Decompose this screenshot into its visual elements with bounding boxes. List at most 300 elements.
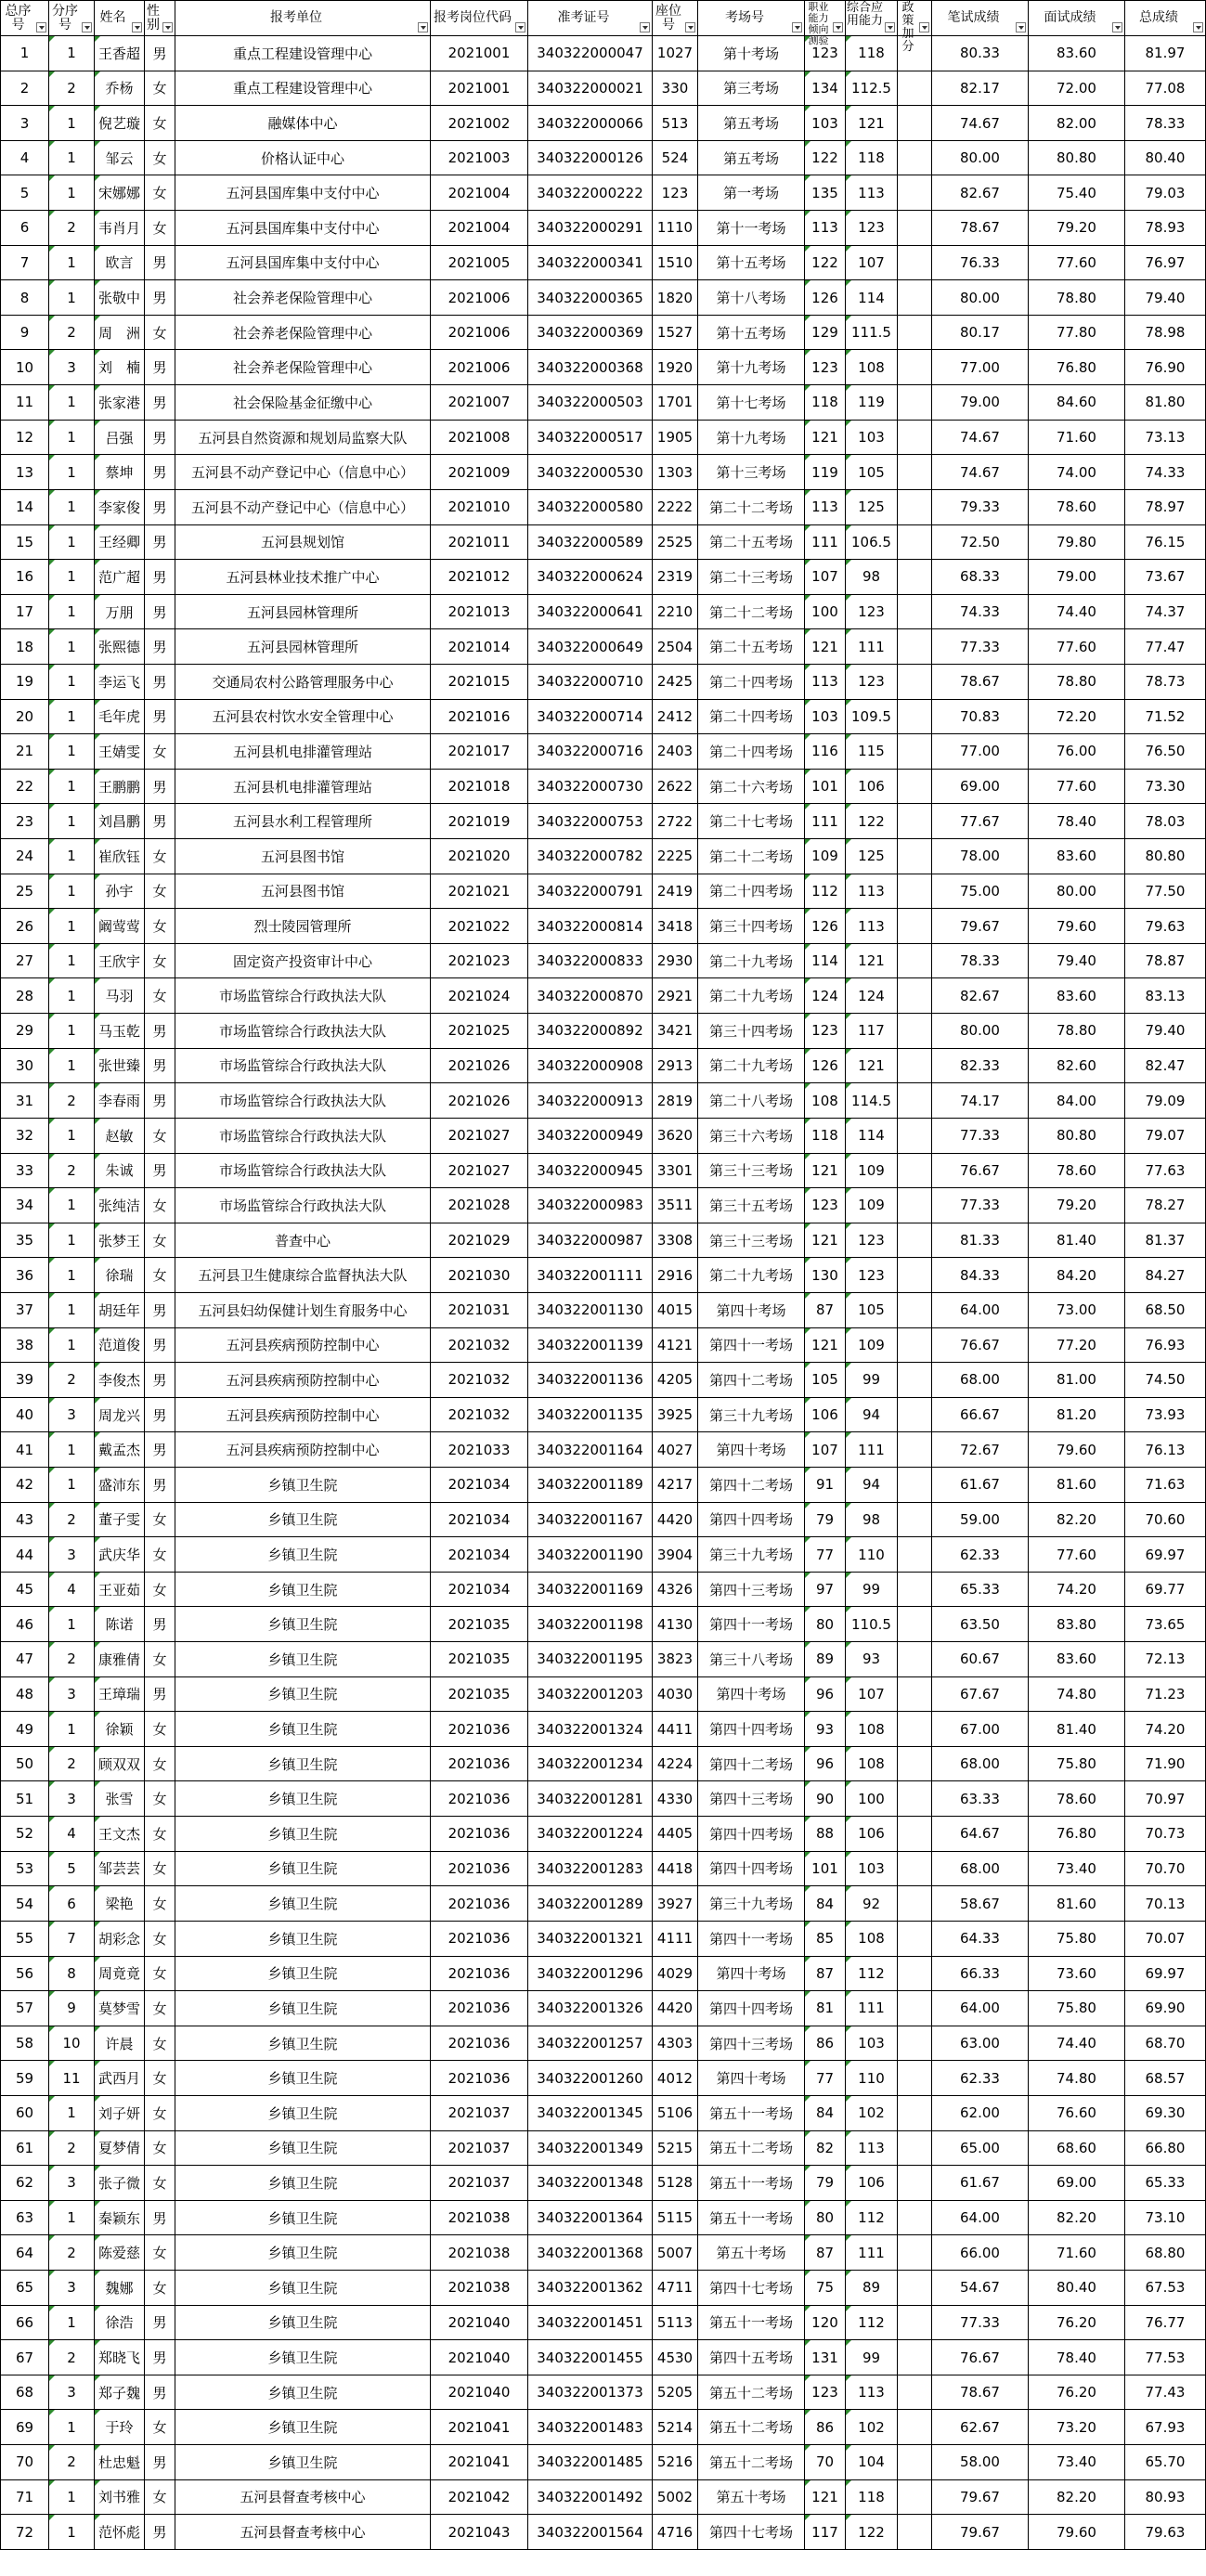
total-index-cell[interactable]: 61 xyxy=(1,2130,49,2166)
sub-index-cell[interactable]: 3 xyxy=(49,1397,95,1432)
unit-cell[interactable]: 市场监管综合行政执法大队 xyxy=(175,1153,431,1188)
applied-ability-score-cell[interactable]: 113 xyxy=(846,175,898,211)
unit-cell[interactable]: 乡镇卫生院 xyxy=(175,2271,431,2306)
applied-ability-score-cell[interactable]: 109 xyxy=(846,1153,898,1188)
total-index-cell[interactable]: 16 xyxy=(1,560,49,595)
unit-cell[interactable]: 乡镇卫生院 xyxy=(175,2095,431,2130)
interview-score-cell[interactable]: 82.00 xyxy=(1029,106,1125,141)
total-index-cell[interactable]: 22 xyxy=(1,769,49,804)
total-score-cell[interactable]: 76.93 xyxy=(1125,1327,1206,1363)
column-header[interactable]: 分序号 xyxy=(49,1,95,36)
bonus-cell[interactable] xyxy=(898,2061,932,2096)
unit-cell[interactable]: 乡镇卫生院 xyxy=(175,1991,431,2026)
sub-index-cell[interactable]: 1 xyxy=(49,1118,95,1153)
interview-score-cell[interactable]: 80.80 xyxy=(1029,140,1125,175)
bonus-cell[interactable] xyxy=(898,1188,932,1223)
applied-ability-score-cell[interactable]: 113 xyxy=(846,874,898,909)
ticket-number-cell[interactable]: 340322001190 xyxy=(528,1537,653,1573)
written-score-cell[interactable]: 78.33 xyxy=(932,943,1029,978)
aptitude-score-cell[interactable]: 123 xyxy=(805,1014,846,1049)
bonus-cell[interactable] xyxy=(898,734,932,770)
total-score-cell[interactable]: 74.33 xyxy=(1125,455,1206,490)
post-code-cell[interactable]: 2021028 xyxy=(431,1188,528,1223)
exam-room-cell[interactable]: 第二十四考场 xyxy=(698,664,805,699)
applied-ability-score-cell[interactable]: 108 xyxy=(846,350,898,385)
total-score-cell[interactable]: 78.87 xyxy=(1125,943,1206,978)
total-index-cell[interactable]: 31 xyxy=(1,1083,49,1119)
name-cell[interactable]: 邹云 xyxy=(95,140,145,175)
bonus-cell[interactable] xyxy=(898,1118,932,1153)
name-cell[interactable]: 宋娜娜 xyxy=(95,175,145,211)
gender-cell[interactable]: 女 xyxy=(145,1991,175,2026)
applied-ability-score-cell[interactable]: 94 xyxy=(846,1397,898,1432)
total-score-cell[interactable]: 73.67 xyxy=(1125,560,1206,595)
table-row[interactable] xyxy=(1,1327,1206,1363)
post-code-cell[interactable]: 2021034 xyxy=(431,1467,528,1502)
gender-cell[interactable]: 男 xyxy=(145,664,175,699)
written-score-cell[interactable]: 63.50 xyxy=(932,1607,1029,1642)
ticket-number-cell[interactable]: 340322000782 xyxy=(528,839,653,874)
exam-room-cell[interactable]: 第二十四考场 xyxy=(698,874,805,909)
unit-cell[interactable]: 普查中心 xyxy=(175,1223,431,1258)
gender-cell[interactable]: 男 xyxy=(145,455,175,490)
filter-dropdown-icon[interactable] xyxy=(36,22,46,32)
total-score-cell[interactable]: 69.30 xyxy=(1125,2095,1206,2130)
applied-ability-score-cell[interactable]: 112 xyxy=(846,2200,898,2235)
table-row[interactable] xyxy=(1,1712,1206,1747)
interview-score-cell[interactable]: 79.60 xyxy=(1029,2515,1125,2550)
ticket-number-cell[interactable]: 340322001364 xyxy=(528,2200,653,2235)
aptitude-score-cell[interactable]: 85 xyxy=(805,1921,846,1956)
sub-index-cell[interactable]: 2 xyxy=(49,1746,95,1781)
unit-cell[interactable]: 乡镇卫生院 xyxy=(175,1746,431,1781)
interview-score-cell[interactable]: 72.20 xyxy=(1029,699,1125,734)
ticket-number-cell[interactable]: 340322000949 xyxy=(528,1118,653,1153)
total-score-cell[interactable]: 68.57 xyxy=(1125,2061,1206,2096)
aptitude-score-cell[interactable]: 77 xyxy=(805,1537,846,1573)
exam-room-cell[interactable]: 第三十三考场 xyxy=(698,1223,805,1258)
gender-cell[interactable]: 男 xyxy=(145,1432,175,1468)
total-index-cell[interactable]: 1 xyxy=(1,36,49,71)
applied-ability-score-cell[interactable]: 123 xyxy=(846,211,898,246)
gender-cell[interactable]: 女 xyxy=(145,2235,175,2271)
written-score-cell[interactable]: 82.17 xyxy=(932,71,1029,106)
aptitude-score-cell[interactable]: 81 xyxy=(805,1991,846,2026)
total-index-cell[interactable]: 43 xyxy=(1,1502,49,1537)
sub-index-cell[interactable]: 1 xyxy=(49,489,95,524)
bonus-cell[interactable] xyxy=(898,2515,932,2550)
total-index-cell[interactable]: 11 xyxy=(1,385,49,421)
interview-score-cell[interactable]: 79.20 xyxy=(1029,211,1125,246)
unit-cell[interactable]: 五河县水利工程管理所 xyxy=(175,804,431,839)
exam-room-cell[interactable]: 第十九考场 xyxy=(698,420,805,455)
post-code-cell[interactable]: 2021027 xyxy=(431,1153,528,1188)
post-code-cell[interactable]: 2021022 xyxy=(431,909,528,944)
written-score-cell[interactable]: 78.67 xyxy=(932,664,1029,699)
unit-cell[interactable]: 乡镇卫生院 xyxy=(175,1817,431,1852)
aptitude-score-cell[interactable]: 120 xyxy=(805,2305,846,2340)
unit-cell[interactable]: 重点工程建设管理中心 xyxy=(175,36,431,71)
seat-cell[interactable]: 5106 xyxy=(653,2095,698,2130)
written-score-cell[interactable]: 78.67 xyxy=(932,211,1029,246)
ticket-number-cell[interactable]: 340322001451 xyxy=(528,2305,653,2340)
interview-score-cell[interactable]: 68.60 xyxy=(1029,2130,1125,2166)
gender-cell[interactable]: 女 xyxy=(145,1502,175,1537)
name-cell[interactable]: 周龙兴 xyxy=(95,1397,145,1432)
exam-room-cell[interactable]: 第二十七考场 xyxy=(698,804,805,839)
applied-ability-score-cell[interactable]: 112 xyxy=(846,1956,898,1991)
bonus-cell[interactable] xyxy=(898,211,932,246)
written-score-cell[interactable]: 75.00 xyxy=(932,874,1029,909)
table-row[interactable] xyxy=(1,734,1206,770)
written-score-cell[interactable]: 54.67 xyxy=(932,2271,1029,2306)
table-row[interactable] xyxy=(1,2445,1206,2480)
sub-index-cell[interactable]: 1 xyxy=(49,245,95,280)
interview-score-cell[interactable]: 77.80 xyxy=(1029,315,1125,350)
seat-cell[interactable]: 1510 xyxy=(653,245,698,280)
ticket-number-cell[interactable]: 340322000908 xyxy=(528,1048,653,1083)
seat-cell[interactable]: 2930 xyxy=(653,943,698,978)
bonus-cell[interactable] xyxy=(898,1956,932,1991)
total-index-cell[interactable]: 19 xyxy=(1,664,49,699)
filter-dropdown-icon[interactable] xyxy=(685,22,695,32)
unit-cell[interactable]: 五河县不动产登记中心（信息中心） xyxy=(175,489,431,524)
applied-ability-score-cell[interactable]: 112.5 xyxy=(846,71,898,106)
post-code-cell[interactable]: 2021014 xyxy=(431,629,528,665)
post-code-cell[interactable]: 2021020 xyxy=(431,839,528,874)
table-row[interactable] xyxy=(1,909,1206,944)
column-header[interactable]: 考场号 xyxy=(698,1,805,36)
written-score-cell[interactable]: 79.67 xyxy=(932,2515,1029,2550)
bonus-cell[interactable] xyxy=(898,280,932,316)
ticket-number-cell[interactable]: 340322001326 xyxy=(528,1991,653,2026)
gender-cell[interactable]: 男 xyxy=(145,1607,175,1642)
bonus-cell[interactable] xyxy=(898,2305,932,2340)
post-code-cell[interactable]: 2021003 xyxy=(431,140,528,175)
interview-score-cell[interactable]: 76.80 xyxy=(1029,1817,1125,1852)
post-code-cell[interactable]: 2021004 xyxy=(431,211,528,246)
gender-cell[interactable]: 男 xyxy=(145,699,175,734)
exam-room-cell[interactable]: 第三考场 xyxy=(698,71,805,106)
total-score-cell[interactable]: 81.37 xyxy=(1125,1223,1206,1258)
exam-room-cell[interactable]: 第十考场 xyxy=(698,36,805,71)
sub-index-cell[interactable]: 1 xyxy=(49,1467,95,1502)
exam-room-cell[interactable]: 第十三考场 xyxy=(698,455,805,490)
sub-index-cell[interactable]: 1 xyxy=(49,1712,95,1747)
table-row[interactable] xyxy=(1,140,1206,175)
bonus-cell[interactable] xyxy=(898,2479,932,2515)
written-score-cell[interactable]: 62.00 xyxy=(932,2095,1029,2130)
sub-index-cell[interactable]: 1 xyxy=(49,629,95,665)
sub-index-cell[interactable]: 1 xyxy=(49,175,95,211)
seat-cell[interactable]: 330 xyxy=(653,71,698,106)
gender-cell[interactable]: 男 xyxy=(145,2340,175,2375)
aptitude-score-cell[interactable]: 121 xyxy=(805,1223,846,1258)
bonus-cell[interactable] xyxy=(898,943,932,978)
table-row[interactable] xyxy=(1,175,1206,211)
sub-index-cell[interactable]: 2 xyxy=(49,2340,95,2375)
exam-room-cell[interactable]: 第四十二考场 xyxy=(698,1746,805,1781)
seat-cell[interactable]: 1110 xyxy=(653,211,698,246)
total-score-cell[interactable]: 69.97 xyxy=(1125,1537,1206,1573)
name-cell[interactable]: 赵敏 xyxy=(95,1118,145,1153)
table-row[interactable] xyxy=(1,211,1206,246)
filter-dropdown-icon[interactable] xyxy=(792,22,802,32)
seat-cell[interactable]: 4111 xyxy=(653,1921,698,1956)
bonus-cell[interactable] xyxy=(898,385,932,421)
total-score-cell[interactable]: 71.52 xyxy=(1125,699,1206,734)
exam-room-cell[interactable]: 第五考场 xyxy=(698,140,805,175)
seat-cell[interactable]: 5215 xyxy=(653,2130,698,2166)
aptitude-score-cell[interactable]: 93 xyxy=(805,1712,846,1747)
written-score-cell[interactable]: 74.33 xyxy=(932,594,1029,629)
bonus-cell[interactable] xyxy=(898,455,932,490)
exam-room-cell[interactable]: 第四十一考场 xyxy=(698,1607,805,1642)
written-score-cell[interactable]: 76.67 xyxy=(932,2340,1029,2375)
interview-score-cell[interactable]: 77.60 xyxy=(1029,1537,1125,1573)
seat-cell[interactable]: 4015 xyxy=(653,1292,698,1327)
unit-cell[interactable]: 社会养老保险管理中心 xyxy=(175,315,431,350)
interview-score-cell[interactable]: 78.40 xyxy=(1029,2340,1125,2375)
name-cell[interactable]: 王经卿 xyxy=(95,524,145,560)
sub-index-cell[interactable]: 1 xyxy=(49,1327,95,1363)
applied-ability-score-cell[interactable]: 112 xyxy=(846,2305,898,2340)
interview-score-cell[interactable]: 74.80 xyxy=(1029,2061,1125,2096)
bonus-cell[interactable] xyxy=(898,839,932,874)
exam-room-cell[interactable]: 第二十九考场 xyxy=(698,978,805,1014)
unit-cell[interactable]: 五河县规划馆 xyxy=(175,524,431,560)
aptitude-score-cell[interactable]: 103 xyxy=(805,106,846,141)
exam-room-cell[interactable]: 第四十一考场 xyxy=(698,1921,805,1956)
filter-dropdown-icon[interactable] xyxy=(515,22,525,32)
aptitude-score-cell[interactable]: 123 xyxy=(805,2375,846,2410)
post-code-cell[interactable]: 2021033 xyxy=(431,1432,528,1468)
table-row[interactable] xyxy=(1,2166,1206,2201)
filter-dropdown-icon[interactable] xyxy=(132,22,142,32)
name-cell[interactable]: 马羽 xyxy=(95,978,145,1014)
table-row[interactable] xyxy=(1,315,1206,350)
unit-cell[interactable]: 五河县卫生健康综合监督执法大队 xyxy=(175,1258,431,1293)
ticket-number-cell[interactable]: 340322001257 xyxy=(528,2026,653,2061)
unit-cell[interactable]: 五河县机电排灌管理站 xyxy=(175,734,431,770)
seat-cell[interactable]: 1027 xyxy=(653,36,698,71)
total-score-cell[interactable]: 77.43 xyxy=(1125,2375,1206,2410)
gender-cell[interactable]: 女 xyxy=(145,2130,175,2166)
ticket-number-cell[interactable]: 340322001281 xyxy=(528,1781,653,1817)
gender-cell[interactable]: 男 xyxy=(145,1467,175,1502)
unit-cell[interactable]: 五河县督查考核中心 xyxy=(175,2515,431,2550)
ticket-number-cell[interactable]: 340322001345 xyxy=(528,2095,653,2130)
post-code-cell[interactable]: 2021036 xyxy=(431,1712,528,1747)
interview-score-cell[interactable]: 71.60 xyxy=(1029,420,1125,455)
ticket-number-cell[interactable]: 340322001362 xyxy=(528,2271,653,2306)
written-score-cell[interactable]: 64.00 xyxy=(932,1292,1029,1327)
applied-ability-score-cell[interactable]: 111.5 xyxy=(846,315,898,350)
name-cell[interactable]: 郑晓飞 xyxy=(95,2340,145,2375)
sub-index-cell[interactable]: 7 xyxy=(49,1921,95,1956)
total-score-cell[interactable]: 79.07 xyxy=(1125,1118,1206,1153)
applied-ability-score-cell[interactable]: 102 xyxy=(846,2410,898,2445)
post-code-cell[interactable]: 2021036 xyxy=(431,2061,528,2096)
exam-room-cell[interactable]: 第四十二考场 xyxy=(698,1467,805,1502)
ticket-number-cell[interactable]: 340322001564 xyxy=(528,2515,653,2550)
written-score-cell[interactable]: 84.33 xyxy=(932,1258,1029,1293)
name-cell[interactable]: 阚莺莺 xyxy=(95,909,145,944)
total-score-cell[interactable]: 77.47 xyxy=(1125,629,1206,665)
name-cell[interactable]: 万朋 xyxy=(95,594,145,629)
bonus-cell[interactable] xyxy=(898,1572,932,1607)
unit-cell[interactable]: 乡镇卫生院 xyxy=(175,1642,431,1677)
total-index-cell[interactable]: 18 xyxy=(1,629,49,665)
total-score-cell[interactable]: 69.97 xyxy=(1125,1956,1206,1991)
exam-room-cell[interactable]: 第二十九考场 xyxy=(698,943,805,978)
seat-cell[interactable]: 2225 xyxy=(653,839,698,874)
table-row[interactable] xyxy=(1,489,1206,524)
seat-cell[interactable]: 5113 xyxy=(653,2305,698,2340)
total-index-cell[interactable]: 64 xyxy=(1,2235,49,2271)
exam-room-cell[interactable]: 第四十考场 xyxy=(698,1432,805,1468)
post-code-cell[interactable]: 2021006 xyxy=(431,315,528,350)
seat-cell[interactable]: 5128 xyxy=(653,2166,698,2201)
column-header[interactable]: 职业能力倾向测验 xyxy=(805,1,846,36)
exam-room-cell[interactable]: 第四十考场 xyxy=(698,1956,805,1991)
interview-score-cell[interactable]: 79.40 xyxy=(1029,943,1125,978)
sub-index-cell[interactable]: 2 xyxy=(49,1363,95,1398)
ticket-number-cell[interactable]: 340322001348 xyxy=(528,2166,653,2201)
sub-index-cell[interactable]: 1 xyxy=(49,769,95,804)
post-code-cell[interactable]: 2021036 xyxy=(431,1746,528,1781)
total-index-cell[interactable]: 5 xyxy=(1,175,49,211)
seat-cell[interactable]: 2403 xyxy=(653,734,698,770)
interview-score-cell[interactable]: 82.20 xyxy=(1029,1502,1125,1537)
applied-ability-score-cell[interactable]: 105 xyxy=(846,455,898,490)
bonus-cell[interactable] xyxy=(898,2026,932,2061)
aptitude-score-cell[interactable]: 79 xyxy=(805,1502,846,1537)
ticket-number-cell[interactable]: 340322000624 xyxy=(528,560,653,595)
unit-cell[interactable]: 市场监管综合行政执法大队 xyxy=(175,978,431,1014)
written-score-cell[interactable]: 77.33 xyxy=(932,2305,1029,2340)
table-row[interactable] xyxy=(1,1851,1206,1886)
column-header[interactable]: 政策加分 xyxy=(898,1,932,36)
ticket-number-cell[interactable]: 340322001167 xyxy=(528,1502,653,1537)
post-code-cell[interactable]: 2021024 xyxy=(431,978,528,1014)
total-index-cell[interactable]: 12 xyxy=(1,420,49,455)
interview-score-cell[interactable]: 74.00 xyxy=(1029,455,1125,490)
post-code-cell[interactable]: 2021009 xyxy=(431,455,528,490)
table-row[interactable] xyxy=(1,2410,1206,2445)
name-cell[interactable]: 刘 楠 xyxy=(95,350,145,385)
exam-room-cell[interactable]: 第四十三考场 xyxy=(698,1781,805,1817)
applied-ability-score-cell[interactable]: 111 xyxy=(846,2235,898,2271)
seat-cell[interactable]: 3904 xyxy=(653,1537,698,1573)
written-score-cell[interactable]: 82.67 xyxy=(932,175,1029,211)
ticket-number-cell[interactable]: 340322001164 xyxy=(528,1432,653,1468)
written-score-cell[interactable]: 77.00 xyxy=(932,350,1029,385)
applied-ability-score-cell[interactable]: 121 xyxy=(846,106,898,141)
interview-score-cell[interactable]: 76.80 xyxy=(1029,350,1125,385)
bonus-cell[interactable] xyxy=(898,175,932,211)
unit-cell[interactable]: 固定资产投资审计中心 xyxy=(175,943,431,978)
total-score-cell[interactable]: 69.77 xyxy=(1125,1572,1206,1607)
bonus-cell[interactable] xyxy=(898,420,932,455)
sub-index-cell[interactable]: 4 xyxy=(49,1572,95,1607)
filter-dropdown-icon[interactable] xyxy=(82,22,92,32)
total-index-cell[interactable]: 34 xyxy=(1,1188,49,1223)
aptitude-score-cell[interactable]: 112 xyxy=(805,874,846,909)
post-code-cell[interactable]: 2021004 xyxy=(431,175,528,211)
bonus-cell[interactable] xyxy=(898,2166,932,2201)
total-score-cell[interactable]: 70.70 xyxy=(1125,1851,1206,1886)
unit-cell[interactable]: 五河县疾病预防控制中心 xyxy=(175,1363,431,1398)
aptitude-score-cell[interactable]: 126 xyxy=(805,909,846,944)
table-row[interactable] xyxy=(1,804,1206,839)
ticket-number-cell[interactable]: 340322001234 xyxy=(528,1746,653,1781)
name-cell[interactable]: 张敬中 xyxy=(95,280,145,316)
written-score-cell[interactable]: 63.33 xyxy=(932,1781,1029,1817)
written-score-cell[interactable]: 80.00 xyxy=(932,140,1029,175)
name-cell[interactable]: 毛年虎 xyxy=(95,699,145,734)
name-cell[interactable]: 张熙德 xyxy=(95,629,145,665)
ticket-number-cell[interactable]: 340322000892 xyxy=(528,1014,653,1049)
total-index-cell[interactable]: 47 xyxy=(1,1642,49,1677)
total-score-cell[interactable]: 65.33 xyxy=(1125,2166,1206,2201)
interview-score-cell[interactable]: 78.40 xyxy=(1029,804,1125,839)
written-score-cell[interactable]: 60.67 xyxy=(932,1642,1029,1677)
ticket-number-cell[interactable]: 340322001139 xyxy=(528,1327,653,1363)
ticket-number-cell[interactable]: 340322000983 xyxy=(528,1188,653,1223)
exam-room-cell[interactable]: 第四十考场 xyxy=(698,1676,805,1712)
interview-score-cell[interactable]: 73.40 xyxy=(1029,1851,1125,1886)
sub-index-cell[interactable]: 1 xyxy=(49,1607,95,1642)
aptitude-score-cell[interactable]: 130 xyxy=(805,1258,846,1293)
name-cell[interactable]: 王香超 xyxy=(95,36,145,71)
post-code-cell[interactable]: 2021040 xyxy=(431,2375,528,2410)
exam-room-cell[interactable]: 第二十九考场 xyxy=(698,1258,805,1293)
sub-index-cell[interactable]: 1 xyxy=(49,106,95,141)
column-header[interactable]: 总成绩 xyxy=(1125,1,1206,36)
interview-score-cell[interactable]: 78.80 xyxy=(1029,664,1125,699)
name-cell[interactable]: 张家港 xyxy=(95,385,145,421)
ticket-number-cell[interactable]: 340322001492 xyxy=(528,2479,653,2515)
seat-cell[interactable]: 2722 xyxy=(653,804,698,839)
sub-index-cell[interactable]: 3 xyxy=(49,2375,95,2410)
sub-index-cell[interactable]: 3 xyxy=(49,1676,95,1712)
table-row[interactable] xyxy=(1,1572,1206,1607)
seat-cell[interactable]: 4711 xyxy=(653,2271,698,2306)
total-index-cell[interactable]: 58 xyxy=(1,2026,49,2061)
interview-score-cell[interactable]: 74.80 xyxy=(1029,1676,1125,1712)
table-row[interactable] xyxy=(1,455,1206,490)
unit-cell[interactable]: 价格认证中心 xyxy=(175,140,431,175)
gender-cell[interactable]: 男 xyxy=(145,385,175,421)
exam-room-cell[interactable]: 第五十考场 xyxy=(698,2235,805,2271)
interview-score-cell[interactable]: 84.20 xyxy=(1029,1258,1125,1293)
gender-cell[interactable]: 男 xyxy=(145,560,175,595)
post-code-cell[interactable]: 2021037 xyxy=(431,2166,528,2201)
filter-dropdown-icon[interactable] xyxy=(1193,22,1203,32)
filter-dropdown-icon[interactable] xyxy=(919,22,929,32)
exam-room-cell[interactable]: 第四十考场 xyxy=(698,2061,805,2096)
post-code-cell[interactable]: 2021025 xyxy=(431,1014,528,1049)
unit-cell[interactable]: 交通局农村公路管理服务中心 xyxy=(175,664,431,699)
applied-ability-score-cell[interactable]: 118 xyxy=(846,2479,898,2515)
sub-index-cell[interactable]: 1 xyxy=(49,1188,95,1223)
total-index-cell[interactable]: 25 xyxy=(1,874,49,909)
seat-cell[interactable]: 2210 xyxy=(653,594,698,629)
applied-ability-score-cell[interactable]: 118 xyxy=(846,140,898,175)
written-score-cell[interactable]: 66.33 xyxy=(932,1956,1029,1991)
aptitude-score-cell[interactable]: 122 xyxy=(805,140,846,175)
